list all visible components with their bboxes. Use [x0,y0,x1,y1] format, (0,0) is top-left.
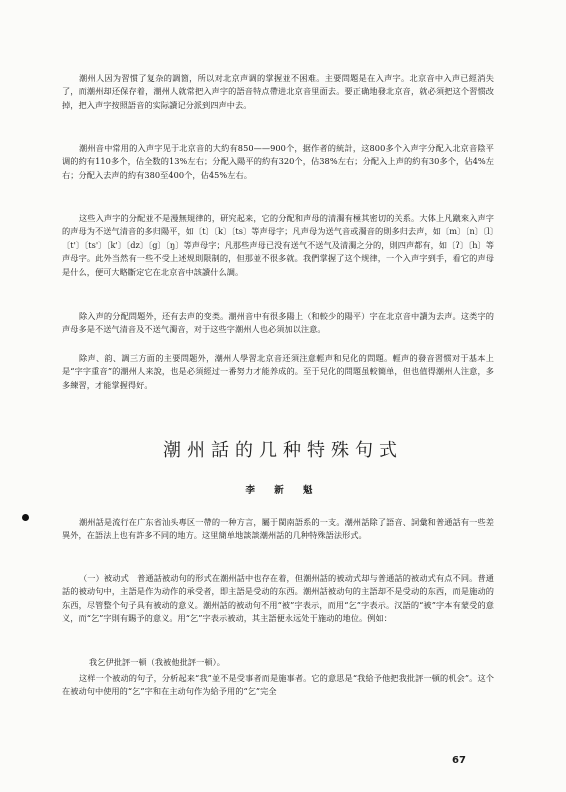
example-sentence: 我乞伊批評一頓（我被他批評一頓）。 [89,657,225,667]
paragraph-entering-tone-statistics: 潮州音中常用的入声字见于北京音的大約有850——900个，据作者的統計，这800多个入声字分配入北京音陰平调的約有110多个，佔全数的13%左右；分配入陽平的約有320个，佔38%左右；分配入上声的約有30多个，佔4%左右；分配入去声的約有380至400个，佔45%左右。 [62,143,494,180]
paragraph-neutral-tone-erhua: 除声、韵、調三方面的主要問题外，潮州人學習北京音还須注意輕声和兒化的問題。輕声的發音習惯对于基本上是“字字重音”的潮州人来說，也是必須經过一番努力才能养成的。至于兒化的問題虽較簡单，但也值得潮州人注意，多多練習，才能掌握得好。 [62,353,494,390]
paragraph-passive-construction: （一）被动式 普通話被动句的形式在潮州話中也存在着，但潮州話的被动式却与普通話的被动式有点不同。普通話的被动句中，主語是作为动作的承受者，即主語是受动的东西。潮州話被动句的主語却不是受动的东西，而是施动的东西，尽管整个句子具有被动的意义。潮州話的被动句不用“被”字表示，而用“乞”字表示。汉語的“被”字本有蒙受的意义，而“乞”字則有賜予的意义。用“乞”字表示被动，其主語便永远处于施动的地位。例如： [62,573,494,624]
article-author: 李 新 魁 [245,485,321,496]
paragraph-passive-analysis: 这样一个被动的句子，分析起来“我”並不是受事者而是施事者。它的意思是“我給予他把我批評一頓的机会”。这个在被动句中使用的“乞”字和在主动句作为給予用的“乞”完全 [62,673,494,697]
paragraph-departing-tone: 除入声的分配問題外，还有去声的变类。潮州音中有很多陽上（和較少的陽平）字在北京音中讀为去声。这类字的声母多是不送气清音及不送气濁音，对于这些字潮州人也必須加以注意。 [62,311,494,335]
article-title: 潮州話的几种特殊句式 [163,440,403,461]
paragraph-initial-consonant-rule: 这些入声字的分配並不是漫無規律的，研究起来，它的分配和声母的清濁有極其密切的关系。大体上凡蹴來入声字的声母为不送气清音的多归陽平，如〔t〕〔k〕〔ts〕等声母字；凡声母为送气音或濁音的則多归去声，如〔m〕〔n〕〔l〕〔t'〕〔ts'〕〔k'〕〔dz〕〔g〕〔ŋ〕等声母字；凡那些声母已没有送气不送气及清濁之分的，則四声都有，如〔ʔ〕〔h〕等声母字。此外当然有一些不受上述规則限制的，但那並不很多就。我們掌握了这个规律，一个入声字到手，看它的声母是什么，便可大略斷定它在北京音中該讀什么調。 [62,213,494,277]
paragraph-article-intro: 潮州話是流行在广东省汕头專区一帶的一种方言，屬于閩南語系的一支。潮州話除了語音、詞彙和普通話有一些差異外，在語法上也有許多不同的地方。这里簡单地談談潮州話的几种特殊語法形式。 [62,517,494,541]
page-number: 67 [452,755,466,766]
binding-hole-mark [22,514,29,521]
paragraph-entering-tone-intro: 潮州人因为習惯了复杂的調箇，所以对北京声调的掌握並不困难。主要問題是在入声字。北京音中入声已經消失了，而潮州却还保存着，潮州人就常把入声字的語音特点帶进北京音里面去。要正确地發北京音，就必須把这个習惯改掉，把入声字按照語音的实际讀记分派到四声中去。 [62,73,494,110]
